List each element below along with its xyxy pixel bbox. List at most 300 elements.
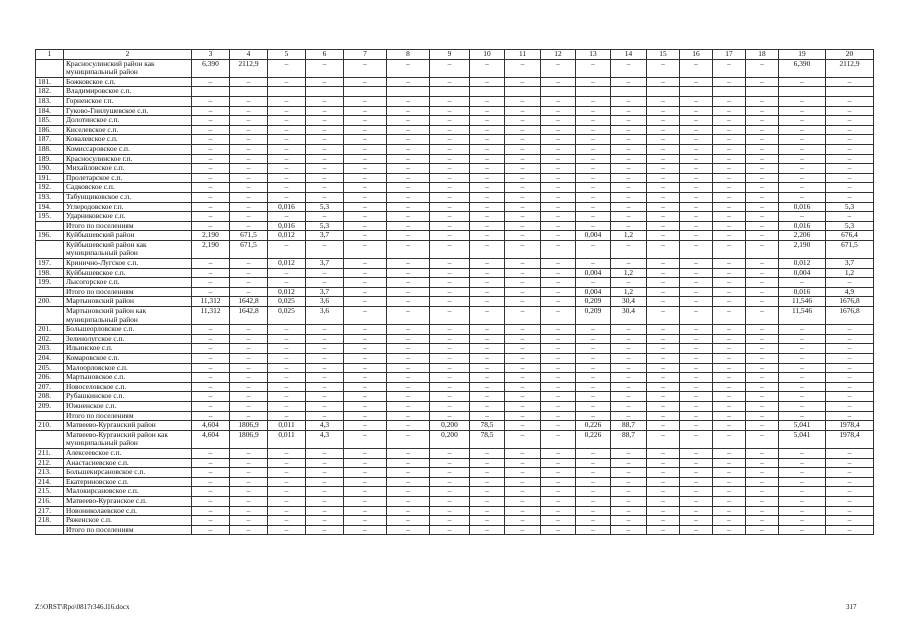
- table-cell: –: [576, 448, 611, 458]
- table-cell: [344, 87, 387, 97]
- table-cell: –: [713, 221, 746, 231]
- table-cell: 11,546: [779, 297, 826, 307]
- table-cell: –: [387, 448, 430, 458]
- table-row: [36, 373, 874, 383]
- table-cell: –: [306, 173, 344, 183]
- table-cell: –: [746, 307, 779, 325]
- table-cell: –: [541, 477, 576, 487]
- table-cell: [470, 87, 505, 97]
- table-cell: –: [387, 259, 430, 269]
- table-cell: –: [387, 268, 430, 278]
- table-cell: 0,200: [430, 421, 470, 431]
- table-cell: –: [192, 401, 230, 411]
- table-cell: –: [541, 506, 576, 516]
- table-row: [36, 525, 874, 535]
- table-cell: –: [611, 173, 647, 183]
- table-cell: –: [387, 183, 430, 193]
- table-cell: –: [230, 259, 268, 269]
- table-cell: 0,209: [576, 307, 611, 325]
- table-cell: –: [387, 135, 430, 145]
- table-row: [36, 135, 874, 145]
- table-cell: –: [680, 363, 713, 373]
- table-cell: –: [344, 354, 387, 364]
- table-cell: 11,312: [192, 297, 230, 307]
- table-cell: –: [611, 116, 647, 126]
- table-cell: 4,9: [826, 287, 874, 297]
- table-cell: –: [680, 173, 713, 183]
- table-cell: –: [192, 202, 230, 212]
- table-cell: –: [230, 516, 268, 526]
- table-cell: –: [268, 373, 306, 383]
- table-row: [36, 325, 874, 335]
- table-cell: –: [268, 164, 306, 174]
- table-cell: –: [680, 468, 713, 478]
- table-cell: –: [306, 477, 344, 487]
- table-cell: –: [576, 344, 611, 354]
- table-cell: –: [192, 506, 230, 516]
- table-cell: –: [344, 183, 387, 193]
- table-cell: –: [746, 496, 779, 506]
- column-header: 9: [430, 50, 470, 60]
- table-cell: –: [387, 221, 430, 231]
- table-cell: –: [541, 392, 576, 402]
- table-cell: –: [344, 430, 387, 448]
- table-cell: –: [505, 259, 541, 269]
- table-cell: –: [387, 297, 430, 307]
- table-cell: –: [344, 525, 387, 535]
- row-name: Новониколаевское с.п.: [64, 506, 192, 516]
- table-cell: –: [576, 173, 611, 183]
- table-cell: –: [505, 135, 541, 145]
- table-cell: –: [680, 506, 713, 516]
- table-cell: –: [387, 125, 430, 135]
- table-cell: –: [192, 382, 230, 392]
- table-cell: –: [344, 125, 387, 135]
- table-row: [36, 411, 874, 421]
- row-number: 186.: [36, 125, 64, 135]
- table-cell: 1806,9: [230, 421, 268, 431]
- table-cell: –: [387, 411, 430, 421]
- row-name: Итого по поселениям: [64, 411, 192, 421]
- table-row: [36, 106, 874, 116]
- table-cell: –: [306, 411, 344, 421]
- table-cell: –: [430, 116, 470, 126]
- table-row: [36, 334, 874, 344]
- table-cell: –: [541, 173, 576, 183]
- column-header: 3: [192, 50, 230, 60]
- table-cell: –: [230, 268, 268, 278]
- table-cell: –: [576, 354, 611, 364]
- table-cell: –: [746, 59, 779, 77]
- table-row: [36, 448, 874, 458]
- table-cell: –: [230, 363, 268, 373]
- row-name: Табунщиковское с.п.: [64, 192, 192, 202]
- table-cell: –: [541, 240, 576, 258]
- column-header: 2: [64, 50, 192, 60]
- table-cell: –: [779, 363, 826, 373]
- table-cell: 5,041: [779, 430, 826, 448]
- table-cell: –: [505, 297, 541, 307]
- row-number: 210.: [36, 421, 64, 431]
- table-row: [36, 401, 874, 411]
- table-cell: –: [746, 506, 779, 516]
- table-cell: –: [306, 268, 344, 278]
- table-cell: –: [344, 401, 387, 411]
- table-cell: –: [779, 477, 826, 487]
- table-cell: –: [576, 240, 611, 258]
- table-cell: –: [230, 202, 268, 212]
- table-cell: –: [387, 506, 430, 516]
- table-cell: –: [306, 496, 344, 506]
- table-cell: –: [192, 125, 230, 135]
- table-cell: –: [268, 325, 306, 335]
- row-number: 206.: [36, 373, 64, 383]
- table-cell: –: [541, 59, 576, 77]
- table-cell: –: [680, 496, 713, 506]
- table-cell: –: [713, 344, 746, 354]
- table-cell: –: [470, 354, 505, 364]
- table-cell: –: [470, 363, 505, 373]
- table-cell: 0,025: [268, 307, 306, 325]
- table-cell: –: [647, 77, 680, 87]
- table-cell: –: [713, 334, 746, 344]
- table-cell: –: [430, 96, 470, 106]
- table-cell: –: [192, 259, 230, 269]
- table-cell: –: [647, 421, 680, 431]
- table-cell: –: [713, 411, 746, 421]
- table-cell: 3,7: [306, 287, 344, 297]
- table-cell: –: [541, 401, 576, 411]
- table-cell: –: [611, 278, 647, 288]
- row-name: Горненское г.п.: [64, 96, 192, 106]
- footer-page-number: 317: [846, 603, 857, 611]
- row-name: Красносулинский район как муниципальный район: [64, 59, 192, 77]
- table-row: [36, 392, 874, 402]
- table-cell: –: [430, 506, 470, 516]
- row-number: 191.: [36, 173, 64, 183]
- row-number: 192.: [36, 183, 64, 193]
- table-cell: –: [430, 268, 470, 278]
- table-cell: –: [611, 144, 647, 154]
- table-cell: –: [576, 164, 611, 174]
- table-cell: –: [268, 487, 306, 497]
- table-cell: 2,190: [779, 240, 826, 258]
- table-cell: –: [192, 173, 230, 183]
- table-cell: –: [680, 268, 713, 278]
- table-cell: –: [470, 221, 505, 231]
- table-cell: –: [268, 496, 306, 506]
- table-cell: –: [779, 392, 826, 402]
- table-cell: –: [576, 496, 611, 506]
- table-cell: –: [713, 506, 746, 516]
- row-number: 198.: [36, 268, 64, 278]
- table-cell: –: [541, 382, 576, 392]
- table-cell: –: [306, 77, 344, 87]
- table-cell: –: [826, 334, 874, 344]
- table-cell: –: [779, 458, 826, 468]
- table-cell: 0,016: [779, 287, 826, 297]
- table-cell: –: [647, 506, 680, 516]
- table-cell: –: [230, 144, 268, 154]
- table-cell: –: [470, 183, 505, 193]
- table-cell: –: [779, 401, 826, 411]
- column-header: 12: [541, 50, 576, 60]
- row-name: Куйбышевский район как муниципальный район: [64, 240, 192, 258]
- table-cell: –: [387, 202, 430, 212]
- table-cell: –: [576, 59, 611, 77]
- header-row: [36, 50, 874, 60]
- table-cell: –: [505, 496, 541, 506]
- table-cell: –: [387, 77, 430, 87]
- table-cell: –: [470, 154, 505, 164]
- table-row: [36, 468, 874, 478]
- table-cell: [430, 87, 470, 97]
- table-cell: –: [306, 468, 344, 478]
- table-cell: –: [306, 516, 344, 526]
- table-cell: –: [826, 525, 874, 535]
- table-cell: –: [713, 192, 746, 202]
- table-cell: –: [387, 96, 430, 106]
- table-cell: –: [430, 468, 470, 478]
- table-cell: –: [505, 421, 541, 431]
- table-cell: 1978,4: [826, 430, 874, 448]
- table-cell: –: [192, 144, 230, 154]
- column-header: 4: [230, 50, 268, 60]
- table-cell: –: [779, 173, 826, 183]
- table-cell: –: [680, 183, 713, 193]
- table-cell: –: [430, 77, 470, 87]
- table-cell: –: [230, 506, 268, 516]
- table-cell: 1676,8: [826, 307, 874, 325]
- table-cell: 0,004: [779, 268, 826, 278]
- table-cell: –: [230, 354, 268, 364]
- table-cell: –: [387, 144, 430, 154]
- table-cell: –: [611, 221, 647, 231]
- table-cell: –: [611, 212, 647, 222]
- table-cell: –: [647, 525, 680, 535]
- table-row: [36, 487, 874, 497]
- table-cell: –: [541, 77, 576, 87]
- table-cell: –: [576, 135, 611, 145]
- table-cell: –: [680, 164, 713, 174]
- table-cell: –: [505, 59, 541, 77]
- table-row: [36, 116, 874, 126]
- table-cell: –: [541, 231, 576, 241]
- table-cell: –: [505, 106, 541, 116]
- table-cell: –: [541, 354, 576, 364]
- table-cell: –: [746, 325, 779, 335]
- table-cell: –: [779, 135, 826, 145]
- table-row: [36, 287, 874, 297]
- table-cell: –: [746, 202, 779, 212]
- table-cell: –: [470, 96, 505, 106]
- table-cell: –: [306, 487, 344, 497]
- table-cell: –: [306, 116, 344, 126]
- table-cell: –: [470, 135, 505, 145]
- table-cell: –: [430, 183, 470, 193]
- table-cell: –: [470, 506, 505, 516]
- table-cell: –: [746, 154, 779, 164]
- table-cell: –: [344, 144, 387, 154]
- table-cell: –: [505, 487, 541, 497]
- table-cell: –: [541, 192, 576, 202]
- column-header: 19: [779, 50, 826, 60]
- table-cell: 0,025: [268, 297, 306, 307]
- table-cell: –: [268, 77, 306, 87]
- table-cell: –: [430, 448, 470, 458]
- table-cell: –: [192, 154, 230, 164]
- table-cell: –: [430, 516, 470, 526]
- table-cell: –: [268, 173, 306, 183]
- row-number: 204.: [36, 354, 64, 364]
- footer-file-path: Z:\ORST\Rpo\0817r346.l16.docx: [35, 603, 130, 611]
- table-cell: –: [505, 382, 541, 392]
- table-cell: –: [611, 363, 647, 373]
- row-number: 212.: [36, 458, 64, 468]
- table-cell: –: [430, 106, 470, 116]
- table-cell: –: [647, 164, 680, 174]
- table-cell: –: [713, 96, 746, 106]
- table-cell: –: [576, 96, 611, 106]
- table-cell: –: [344, 496, 387, 506]
- table-cell: 671,5: [826, 240, 874, 258]
- table-cell: 11,546: [779, 307, 826, 325]
- table-cell: –: [192, 354, 230, 364]
- table-row: [36, 354, 874, 364]
- row-name: Ковалевское с.п.: [64, 135, 192, 145]
- table-cell: –: [680, 477, 713, 487]
- table-cell: –: [611, 96, 647, 106]
- table-cell: –: [505, 164, 541, 174]
- table-cell: –: [230, 392, 268, 402]
- table-cell: –: [505, 125, 541, 135]
- table-cell: –: [713, 496, 746, 506]
- table-cell: –: [344, 240, 387, 258]
- table-cell: 5,3: [306, 221, 344, 231]
- table-cell: –: [505, 116, 541, 126]
- table-cell: –: [344, 202, 387, 212]
- table-row: [36, 87, 874, 97]
- column-header: 1: [36, 50, 64, 60]
- row-number: 202.: [36, 334, 64, 344]
- table-cell: –: [230, 116, 268, 126]
- table-cell: –: [505, 334, 541, 344]
- table-cell: –: [470, 144, 505, 154]
- table-cell: –: [826, 125, 874, 135]
- table-cell: –: [505, 458, 541, 468]
- table-cell: 6,390: [192, 59, 230, 77]
- table-cell: –: [344, 77, 387, 87]
- column-header: 7: [344, 50, 387, 60]
- table-cell: –: [230, 525, 268, 535]
- table-cell: –: [306, 334, 344, 344]
- table-cell: –: [306, 506, 344, 516]
- table-cell: –: [230, 221, 268, 231]
- table-cell: 0,012: [268, 287, 306, 297]
- table-cell: –: [430, 164, 470, 174]
- table-cell: –: [647, 287, 680, 297]
- table-cell: 1642,8: [230, 307, 268, 325]
- table-cell: –: [344, 116, 387, 126]
- table-cell: –: [192, 268, 230, 278]
- table-cell: –: [779, 144, 826, 154]
- table-cell: –: [470, 334, 505, 344]
- table-cell: –: [647, 411, 680, 421]
- table-cell: –: [779, 183, 826, 193]
- table-cell: –: [230, 135, 268, 145]
- table-cell: –: [306, 106, 344, 116]
- table-cell: –: [746, 392, 779, 402]
- table-cell: 3,7: [306, 231, 344, 241]
- table-cell: –: [344, 334, 387, 344]
- row-name: Ударниковское с.п.: [64, 212, 192, 222]
- table-cell: –: [746, 344, 779, 354]
- table-cell: –: [505, 401, 541, 411]
- table-cell: 1642,8: [230, 297, 268, 307]
- table-cell: –: [713, 240, 746, 258]
- table-cell: –: [680, 231, 713, 241]
- table-row: [36, 363, 874, 373]
- table-cell: 0,016: [268, 221, 306, 231]
- table-cell: –: [230, 173, 268, 183]
- table-cell: –: [713, 202, 746, 212]
- table-cell: 0,004: [576, 268, 611, 278]
- table-cell: –: [387, 106, 430, 116]
- table-cell: –: [779, 411, 826, 421]
- table-cell: –: [680, 411, 713, 421]
- table-cell: –: [306, 392, 344, 402]
- table-cell: 0,016: [779, 221, 826, 231]
- table-cell: –: [576, 221, 611, 231]
- table-cell: –: [779, 325, 826, 335]
- table-cell: –: [680, 59, 713, 77]
- row-name: Михайловское с.п.: [64, 164, 192, 174]
- table-cell: –: [505, 468, 541, 478]
- table-cell: –: [430, 202, 470, 212]
- table-cell: –: [430, 212, 470, 222]
- table-cell: 0,226: [576, 421, 611, 431]
- table-cell: –: [430, 411, 470, 421]
- table-cell: –: [746, 164, 779, 174]
- table-cell: –: [387, 192, 430, 202]
- table-cell: –: [826, 516, 874, 526]
- table-cell: –: [430, 221, 470, 231]
- row-name: Владимировское с.п.: [64, 87, 192, 97]
- column-header: 6: [306, 50, 344, 60]
- table-cell: –: [268, 212, 306, 222]
- table-cell: –: [470, 496, 505, 506]
- table-cell: –: [430, 334, 470, 344]
- table-cell: –: [541, 278, 576, 288]
- row-name: Итого по поселениям: [64, 221, 192, 231]
- table-cell: –: [713, 59, 746, 77]
- row-number: 181.: [36, 77, 64, 87]
- table-cell: –: [680, 421, 713, 431]
- table-cell: –: [430, 307, 470, 325]
- table-cell: –: [505, 144, 541, 154]
- table-cell: –: [387, 164, 430, 174]
- table-cell: 0,200: [430, 430, 470, 448]
- table-cell: –: [826, 487, 874, 497]
- table-cell: –: [576, 516, 611, 526]
- row-number: [36, 221, 64, 231]
- table-cell: –: [713, 325, 746, 335]
- table-cell: –: [430, 363, 470, 373]
- table-cell: –: [576, 278, 611, 288]
- table-cell: –: [647, 212, 680, 222]
- table-cell: –: [230, 496, 268, 506]
- table-cell: 0,004: [576, 287, 611, 297]
